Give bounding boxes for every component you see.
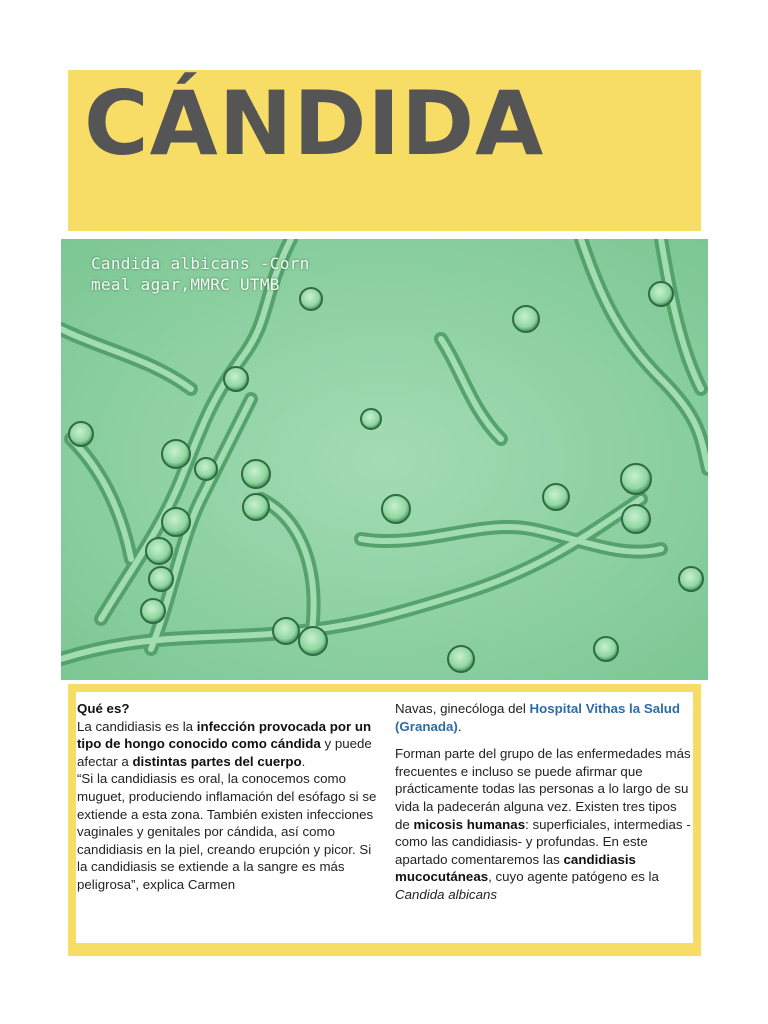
image-caption <box>91 253 310 295</box>
candida-micrograph <box>61 239 708 680</box>
micrograph-illustration <box>61 239 708 680</box>
title-band <box>68 70 701 231</box>
caption-line-2: meal agar,MMRC UTMB <box>91 275 280 294</box>
caption-line-1: Candida albicans -Corn <box>91 254 310 273</box>
right-column <box>395 700 691 904</box>
info-box <box>68 684 701 956</box>
left-column <box>77 700 379 894</box>
info-content <box>76 692 693 943</box>
section-heading: Qué es? <box>77 701 130 716</box>
hospital-link[interactable]: Hospital Vithas la Salud (Granada) <box>395 701 681 734</box>
quote-paragraph: “Si la candidiasis es oral, la conocemos como muguet, produciendo inflamación del esófago si se extiende a esta zona. También existen infecciones vaginales y genitales por cándida, así como candidiasis en la piel, creando erupción y picor. Si la candidiasis se extiende a la sangre es más peligrosa”, explica Carmen <box>77 771 377 892</box>
intro-paragraph: La candidiasis es la infección provocada por un tipo de hongo conocido como cándida y puede afectar a distintas partes del cuerpo. <box>77 718 372 769</box>
source-paragraph: Navas, ginecóloga del Hospital Vithas la Salud (Granada). <box>395 701 681 734</box>
types-paragraph: Forman parte del grupo de las enfermedades más frecuentes e incluso se puede afirmar que prácticamente todas las personas a lo largo de su vida la padecerán alguna vez. Existen tres tipos de micosis humanas: superficiales, intermedias -como las candidiasis- y profundas. En este apartado comentaremos las candidiasis mucocutáneas, cuyo agente patógeno es la Candida albicans <box>395 746 691 902</box>
page-title: CÁNDIDA <box>84 72 545 175</box>
